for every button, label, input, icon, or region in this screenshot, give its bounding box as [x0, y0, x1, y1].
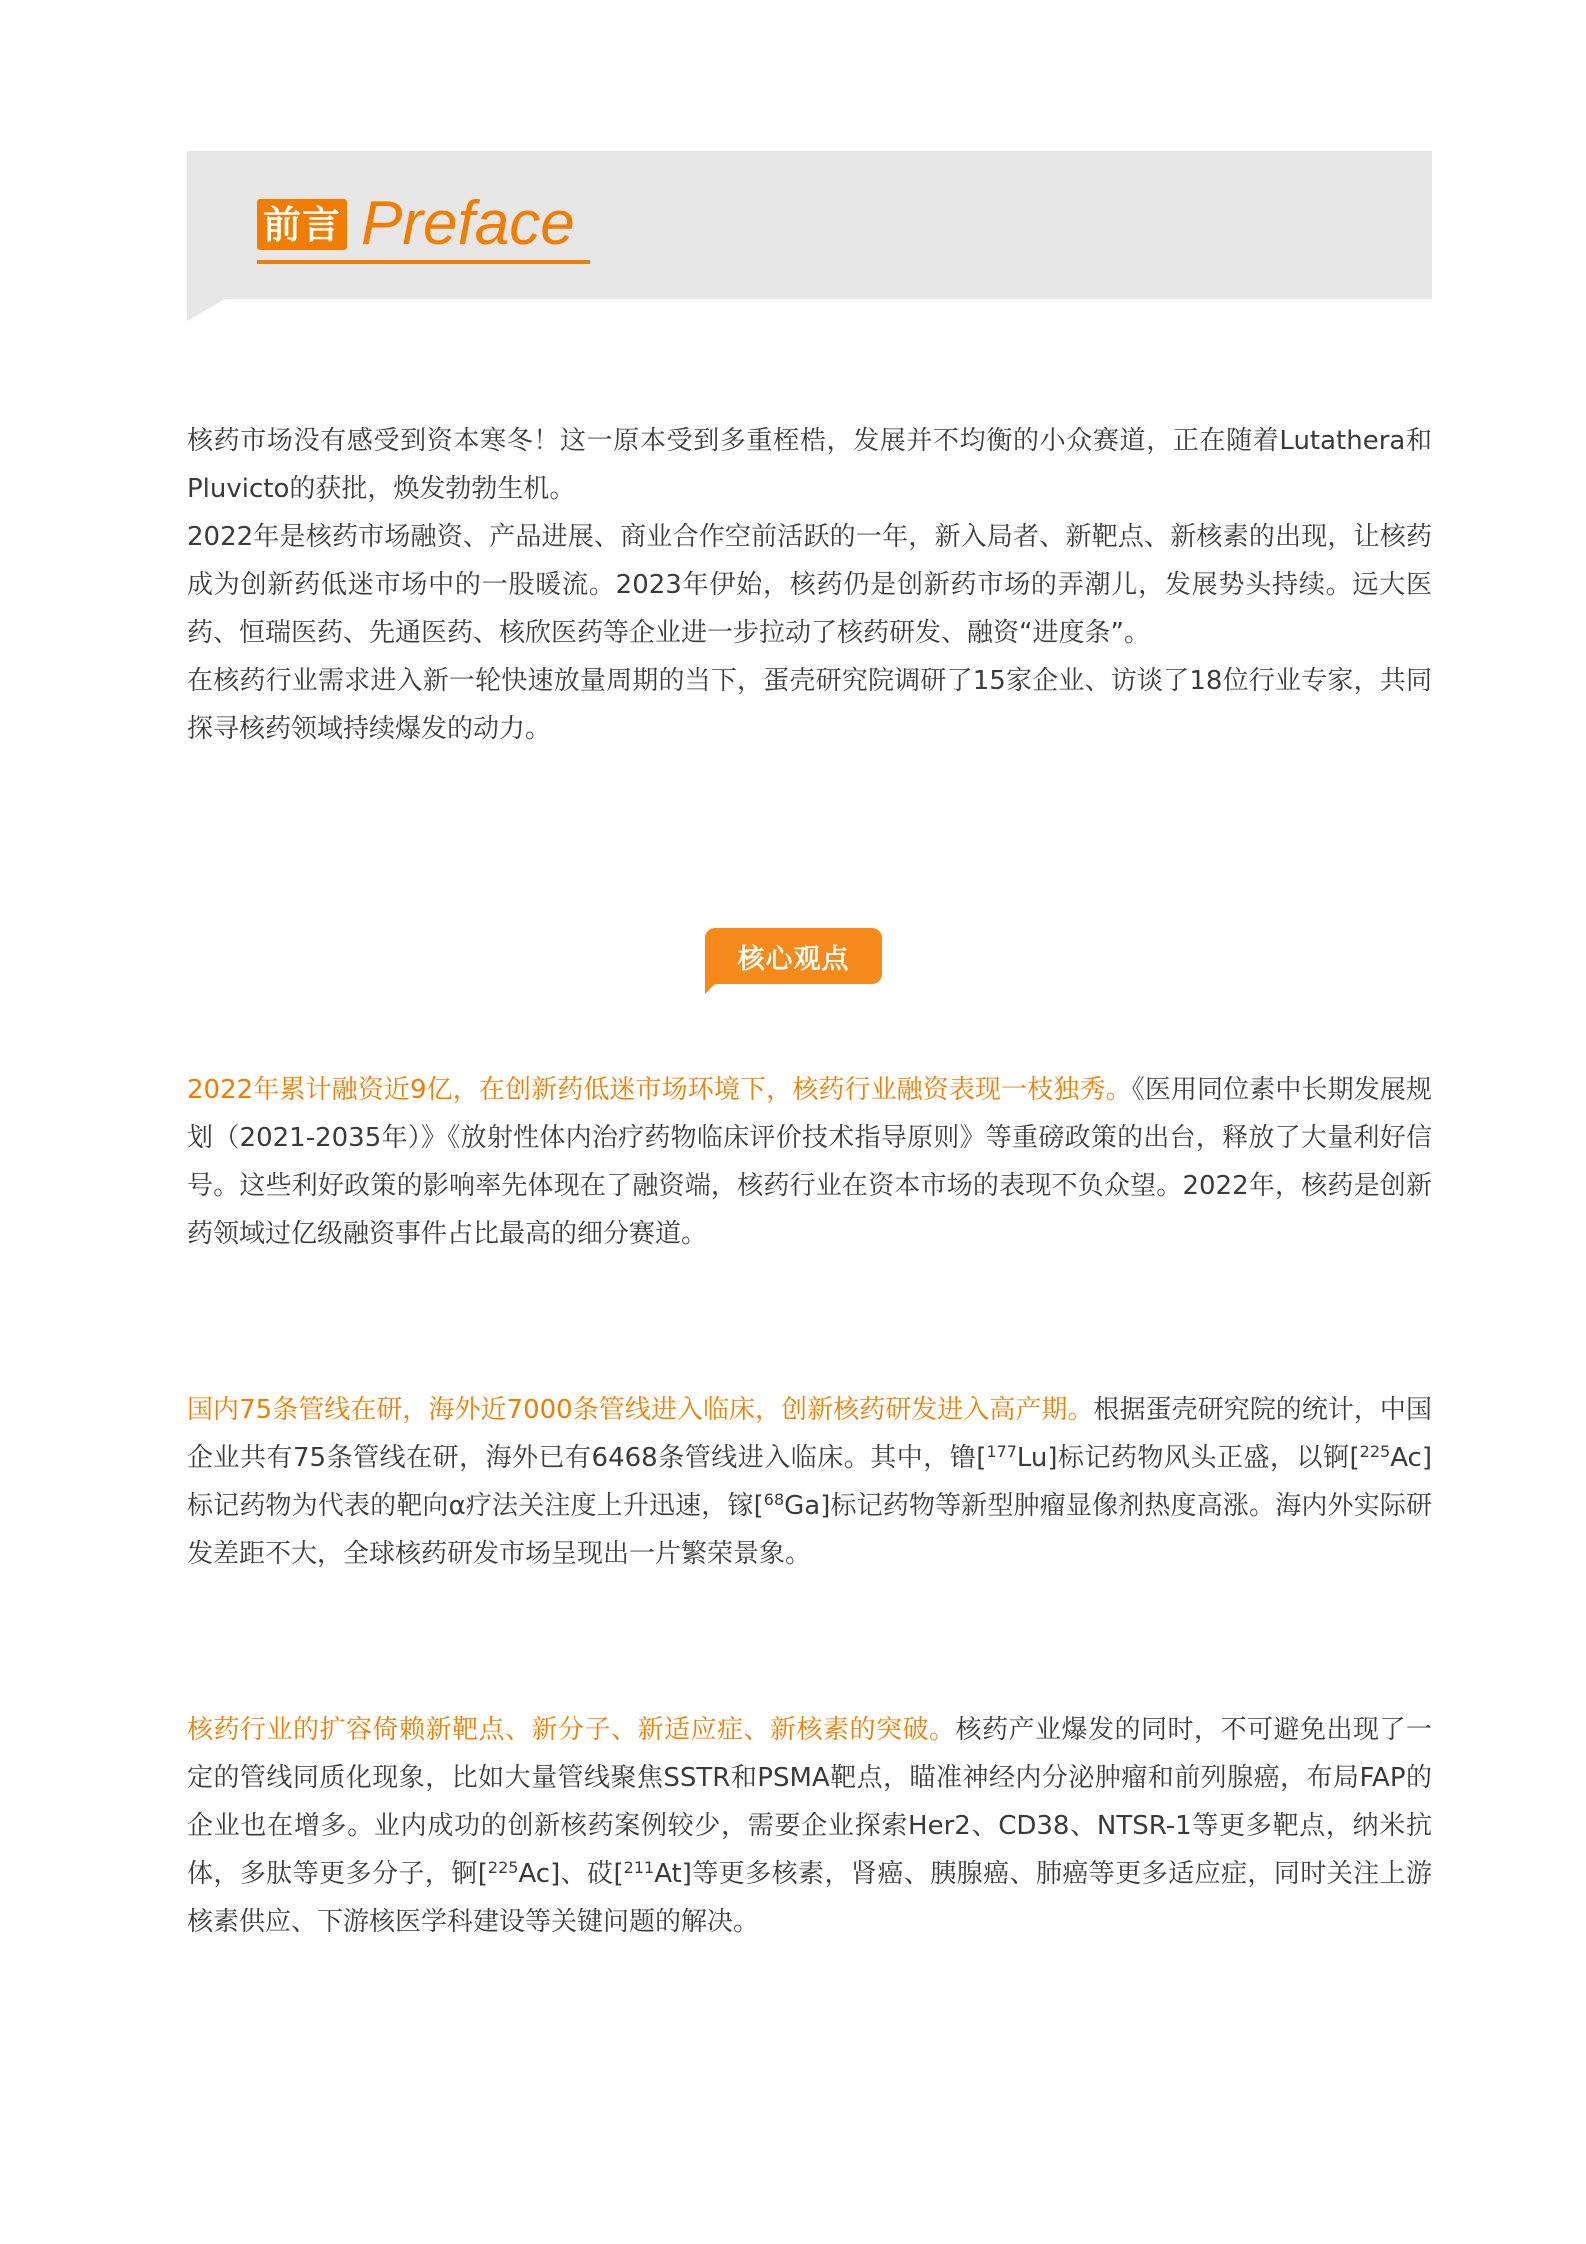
point-3-highlight: 核药行业的扩容倚赖新靶点、新分子、新适应症、新核素的突破。: [187, 1715, 956, 1745]
point-2-body-b: Lu]标记药物风头正盛，以锕[: [1016, 1443, 1360, 1473]
title-en: Preface: [361, 189, 575, 258]
point-2-body-d: Ga]标记药物等新型肿瘤显像剂热度高涨。海内外实际研发差距不大，全球核药研发市场呈现出一片繁荣景象。: [187, 1491, 1432, 1569]
preface-title: [257, 188, 575, 260]
point-1-highlight: 2022年累计融资近9亿，在创新药低迷市场环境下，核药行业融资表现一枝独秀。: [187, 1075, 1132, 1105]
intro-paragraph-2: 2022年是核药市场融资、产品进展、商业合作空前活跃的一年，新入局者、新靶点、新核素的出现，让核药成为创新药低迷市场中的一股暖流。2023年伊始，核药仍是创新药市场的弄潮儿，发展势头持续。远大医药、恒瑞医药、先通医药、核欣医药等企业进一步拉动了核药研发、融资“进度条”。: [187, 522, 1432, 648]
core-point-3: [187, 1706, 1432, 1946]
point-3-body-c: At]等更多核素，肾癌、胰腺癌、肺癌等更多适应症，同时关注上游核素供应、下游核医学科建设等关键问题的解决。: [187, 1859, 1432, 1937]
core-label-tail: [705, 984, 715, 994]
core-point-2: [187, 1386, 1432, 1578]
point-2-body-a: 根据蛋壳研究院的统计，中国企业共有75条管线在研，海外已有6468条管线进入临床。其中，镥[: [187, 1395, 1432, 1473]
point-3-sup-at: 211: [623, 1858, 655, 1877]
core-viewpoints-label: 核心观点: [705, 928, 882, 984]
point-3-body-b: Ac]、砹[: [518, 1859, 624, 1889]
point-3-body-a: 核药产业爆发的同时，不可避免出现了一定的管线同质化现象，比如大量管线聚焦SSTR和PSMA靶点，瞄准神经内分泌肿瘤和前列腺癌，布局FAP的企业也在增多。业内成功的创新核药案例较少，需要企业探索Her2、CD38、NTSR-1等更多靶点，纳米抗体，多肽等更多分子，锕[: [187, 1715, 1432, 1889]
point-2-sup-lu: 177: [986, 1442, 1017, 1461]
core-point-1: [187, 1066, 1432, 1258]
header-notch-decoration: [187, 299, 225, 321]
point-3-sup-ac: 225: [487, 1858, 519, 1877]
point-2-sup-ga: 68: [763, 1490, 785, 1509]
point-2-sup-ac: 225: [1359, 1442, 1391, 1461]
point-2-highlight: 国内75条管线在研，海外近7000条管线进入临床，创新核药研发进入高产期。: [187, 1395, 1094, 1425]
point-1-body: 《医用同位素中长期发展规划（2021-2035年）》《放射性体内治疗药物临床评价技术指导原则》等重磅政策的出台，释放了大量利好信号。这些利好政策的影响率先体现在了融资端，核药行业在资本市场的表现不负众望。2022年，核药是创新药领域过亿级融资事件占比最高的细分赛道。: [187, 1075, 1432, 1249]
title-underline: [257, 260, 590, 264]
point-2-body-c: Ac]标记药物为代表的靶向α疗法关注度上升迅速，镓[: [187, 1443, 1432, 1521]
title-cn-badge: 前言: [257, 199, 347, 250]
intro-paragraph-3: 在核药行业需求进入新一轮快速放量周期的当下，蛋壳研究院调研了15家企业、访谈了18位行业专家，共同探寻核药领域持续爆发的动力。: [187, 666, 1432, 744]
intro-section: [187, 417, 1432, 753]
intro-paragraph-1: 核药市场没有感受到资本寒冬！这一原本受到多重桎梏，发展并不均衡的小众赛道，正在随着Lutathera和Pluvicto的获批，焕发勃勃生机。: [187, 426, 1432, 504]
